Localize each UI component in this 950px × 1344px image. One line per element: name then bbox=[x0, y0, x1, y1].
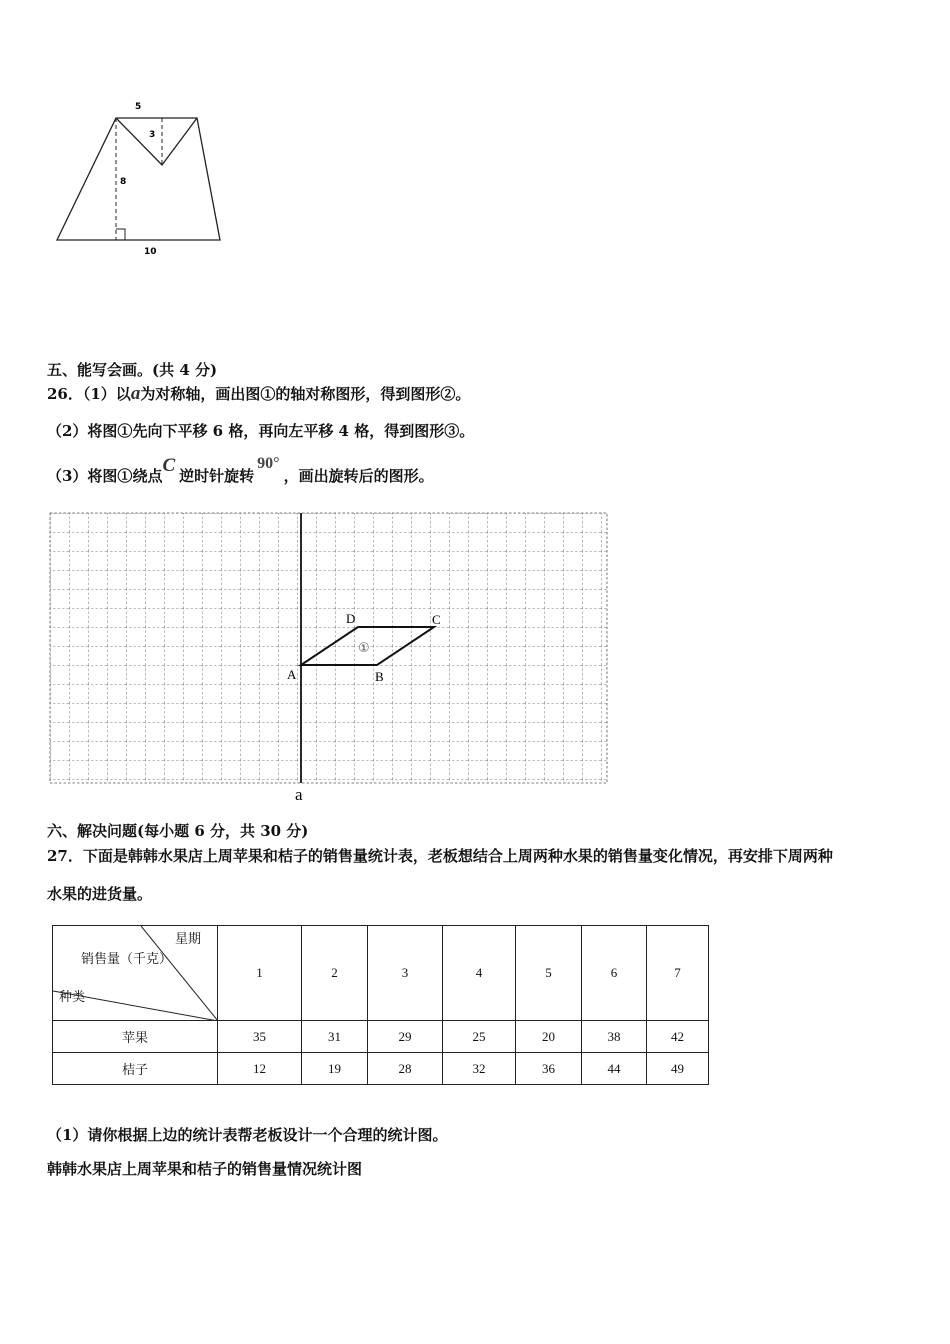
table-cell: 36 bbox=[516, 1053, 582, 1085]
table-cell: 49 bbox=[647, 1053, 709, 1085]
day-header-cell: 3 bbox=[368, 926, 443, 1021]
day-header-cell: 1 bbox=[218, 926, 302, 1021]
header-type-label: 种类 bbox=[59, 990, 86, 1005]
diagonal-header-cell bbox=[53, 926, 218, 1021]
axis-symbol-a: a bbox=[130, 383, 141, 404]
day-header-cell: 2 bbox=[302, 926, 368, 1021]
row-name-cell: 桔子 bbox=[53, 1053, 218, 1085]
header-day-label: 星期 bbox=[174, 932, 201, 947]
shape-label-1: ① bbox=[358, 641, 370, 656]
q26-part3-prefix: （3）将图①绕点 bbox=[47, 467, 163, 485]
table-cell: 28 bbox=[368, 1053, 443, 1085]
table-cell: 31 bbox=[302, 1021, 368, 1053]
point-label-a: A bbox=[287, 667, 297, 682]
point-label-c: C bbox=[432, 612, 441, 627]
rotation-angle: 90° bbox=[257, 455, 280, 472]
table-cell: 35 bbox=[218, 1021, 302, 1053]
table-cell: 20 bbox=[516, 1021, 582, 1053]
point-symbol-c: C bbox=[162, 455, 176, 476]
height-label: 8 bbox=[120, 177, 127, 187]
section6-heading: 六、解决问题(每小题 6 分，共 30 分) bbox=[47, 822, 309, 840]
dashed-grid bbox=[50, 513, 607, 783]
sales-table bbox=[52, 925, 709, 1085]
table-row bbox=[53, 1053, 709, 1085]
q26-part3-middle: 逆时针旋转 bbox=[179, 467, 255, 485]
q27-text-line1: 27．下面是韩韩水果店上周苹果和桔子的销售量统计表，老板想结合上周两种水果的销售量变化情况，再安排下周两种 bbox=[47, 847, 833, 865]
header-sales-label: 销售量（千克） bbox=[81, 952, 173, 967]
row-name-cell: 苹果 bbox=[53, 1021, 218, 1053]
table-cell: 32 bbox=[443, 1053, 516, 1085]
trapezoid-figure bbox=[50, 95, 240, 265]
axis-label-a: a bbox=[295, 785, 303, 804]
table-cell: 19 bbox=[302, 1053, 368, 1085]
q26-part3-suffix: ，画出旋转后的图形。 bbox=[283, 467, 434, 485]
table-row bbox=[53, 1021, 709, 1053]
right-angle-mark bbox=[116, 229, 125, 240]
notch-depth-label: 3 bbox=[149, 130, 156, 140]
table-cell: 25 bbox=[443, 1021, 516, 1053]
top-length-label: 5 bbox=[135, 102, 142, 112]
table-cell: 12 bbox=[218, 1053, 302, 1085]
q27-text-line2: 水果的进货量。 bbox=[47, 885, 153, 903]
day-header-cell: 5 bbox=[516, 926, 582, 1021]
bottom-length-label: 10 bbox=[144, 247, 157, 257]
chart-title: 韩韩水果店上周苹果和桔子的销售量情况统计图 bbox=[47, 1160, 363, 1178]
section5-heading: 五、能写会画。(共 4 分) bbox=[47, 361, 218, 379]
q26-part1 bbox=[47, 384, 470, 404]
table-cell: 38 bbox=[582, 1021, 647, 1053]
q26-part1-prefix: 26．（1）以 bbox=[47, 385, 131, 403]
day-header-cell: 6 bbox=[582, 926, 647, 1021]
q27-part1: （1）请你根据上边的统计表帮老板设计一个合理的统计图。 bbox=[47, 1126, 448, 1144]
table-cell: 44 bbox=[582, 1053, 647, 1085]
table-cell: 29 bbox=[368, 1021, 443, 1053]
table-cell: 42 bbox=[647, 1021, 709, 1053]
q26-part2: （2）将图①先向下平移 6 格，再向左平移 4 格，得到图形③。 bbox=[47, 422, 475, 440]
table-header-row bbox=[53, 926, 709, 1021]
point-label-d: D bbox=[346, 611, 356, 626]
grid-figure bbox=[40, 505, 620, 805]
point-label-b: B bbox=[375, 669, 384, 684]
day-header-cell: 4 bbox=[443, 926, 516, 1021]
q26-part1-suffix: 为对称轴，画出图①的轴对称图形，得到图形②。 bbox=[140, 385, 471, 403]
trapezoid-outline bbox=[57, 118, 220, 240]
day-header-cell: 7 bbox=[647, 926, 709, 1021]
triangle-notch bbox=[116, 118, 197, 165]
q26-part3 bbox=[47, 455, 434, 487]
